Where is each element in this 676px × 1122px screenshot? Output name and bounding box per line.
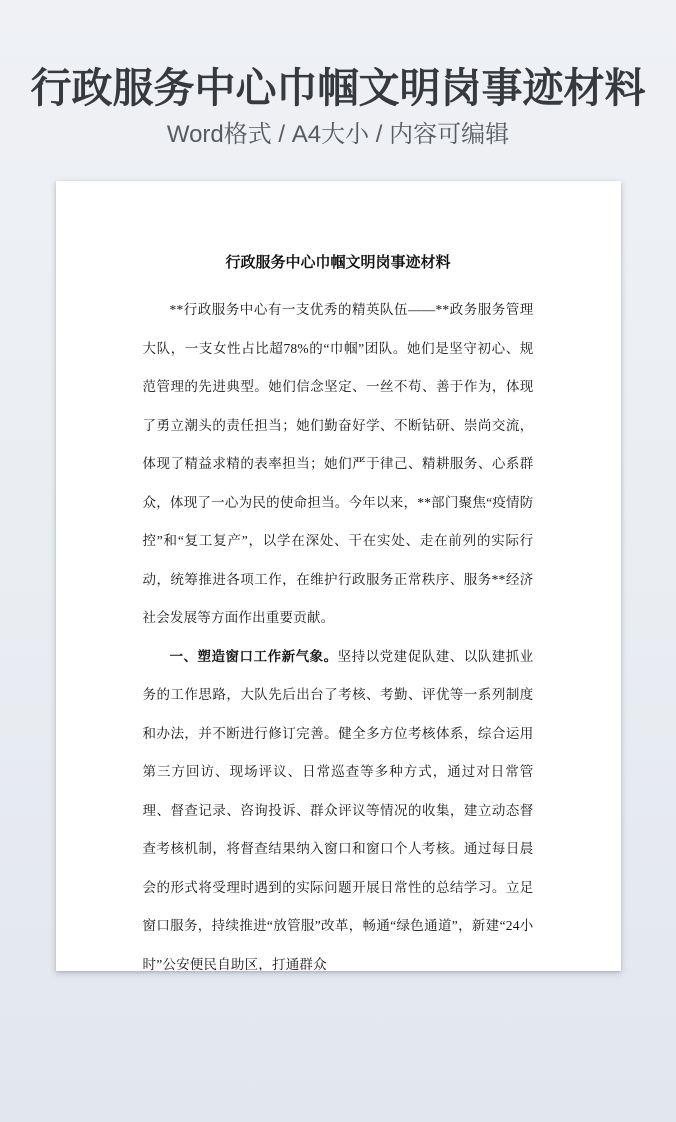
page-background	[0, 66, 676, 971]
document-preview-page	[56, 181, 621, 971]
document-paragraph-1	[143, 291, 534, 638]
paragraph-1-text: **行政服务中心有一支优秀的精英队伍——**政务服务管理大队，一支女性占比超78%的“巾帼”团队。她们是坚守初心、规范管理的先进典型。她们信念坚定、一丝不苟、善于作为，体现了勇立潮头的责任担当；她们勤奋好学、不断钻研、崇尚交流，体现了精益求精的表率担当；她们严于律己、精耕服务、心系群众，体现了一心为民的使命担当。今年以来，**部门聚焦“疫情防控”和“复工复产”，以学在深处、干在实处、走在前列的实际行动，统筹推进各项工作，在维护行政服务正常秩序、服务**经济社会发展等方面作出重要贡献。	[142, 302, 534, 626]
paragraph-2-text: 坚持以党建促队建、以队建抓业务的工作思路，大队先后出台了考核、考勤、评优等一系列制度和办法，并不断进行修订完善。健全多方位考核体系，综合运用第三方回访、现场评议、日常巡查等多种方式，通过对日常管理、督查记录、咨询投诉、群众评议等情况的收集，建立动态督查考核机制，将督查结果纳入窗口和窗口个人考核。通过每日晨会的形式将受理时遇到的实际问题开展日常性的总结学习。立足窗口服务，持续推进“放管服”改革，畅通“绿色通道”，新建“24小时”公安便民自助区，打通群众	[142, 648, 534, 972]
header	[0, 66, 676, 150]
page-title: 行政服务中心巾帼文明岗事迹材料	[30, 65, 646, 111]
document-title: 行政服务中心巾帼文明岗事迹材料	[225, 255, 451, 272]
page-subtitle: Word格式 / A4大小 / 内容可编辑	[166, 120, 510, 148]
document-paragraph-2	[143, 638, 534, 972]
paragraph-2-lead: 一、塑造窗口工作新气象。	[169, 648, 338, 664]
